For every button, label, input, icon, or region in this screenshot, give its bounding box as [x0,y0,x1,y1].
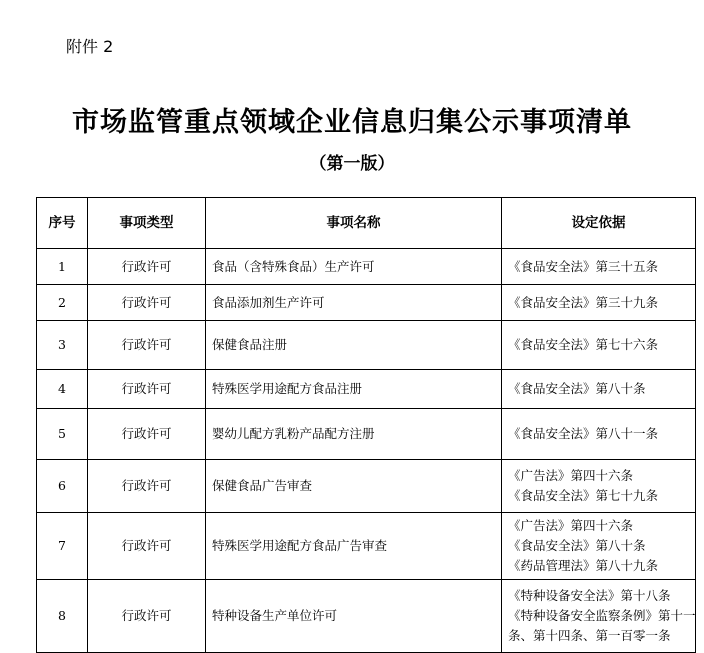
row-name: 特殊医学用途配方食品注册 [206,370,502,409]
row-no: 4 [37,370,88,409]
row-no: 1 [37,249,88,285]
row-basis [502,409,696,460]
basis-line: 《食品安全法》第八十条 [508,381,646,396]
basis-line: 《广告法》第四十六条 [508,468,634,483]
row-type: 行政许可 [88,321,206,370]
items-table [36,197,696,653]
basis-line: 条、第十四条、第一百零一条 [508,628,671,643]
row-no: 5 [37,409,88,460]
table-row [37,285,696,321]
row-no: 7 [37,513,88,580]
row-no: 8 [37,580,88,653]
row-name: 特种设备生产单位许可 [206,580,502,653]
basis-line: 《食品安全法》第七十六条 [508,337,659,352]
table-row [37,409,696,460]
row-basis [502,460,696,513]
row-no: 3 [37,321,88,370]
row-basis [502,285,696,321]
table-row [37,370,696,409]
basis-line: 《食品安全法》第三十五条 [508,258,659,274]
basis-line: 《特种设备安全法》第十八条 [508,588,671,603]
basis-line: 《广告法》第四十六条 [508,518,634,533]
row-type: 行政许可 [88,409,206,460]
table-header-row [37,198,696,249]
row-no: 6 [37,460,88,513]
table-row [37,249,696,285]
row-type: 行政许可 [88,460,206,513]
row-name: 食品添加剂生产许可 [206,285,502,321]
row-basis [502,580,696,653]
row-basis [502,513,696,580]
header-no: 序号 [37,198,88,249]
header-name: 事项名称 [206,198,502,249]
basis-line: 《食品安全法》第八十条 [508,538,646,553]
header-type: 事项类型 [88,198,206,249]
row-basis [502,370,696,409]
row-type: 行政许可 [88,580,206,653]
basis-line: 《特种设备安全监察条例》第十一 [508,608,696,623]
attachment-label: 附件 2 [66,37,114,56]
row-name: 保健食品注册 [206,321,502,370]
row-name: 特殊医学用途配方食品广告审查 [206,513,502,580]
row-type: 行政许可 [88,249,206,285]
basis-line: 《药品管理法》第八十九条 [508,558,659,573]
table-row [37,321,696,370]
row-type: 行政许可 [88,513,206,580]
table-row [37,580,696,653]
header-basis: 设定依据 [502,198,696,249]
row-name: 保健食品广告审查 [206,460,502,513]
table-row [37,513,696,580]
row-basis [502,321,696,370]
table-row [37,460,696,513]
basis-line: 《食品安全法》第八十一条 [508,426,659,441]
row-type: 行政许可 [88,370,206,409]
row-basis [502,249,696,285]
row-no: 2 [37,285,88,321]
basis-line: 《食品安全法》第七十九条 [508,488,659,503]
document-subtitle: （第一版） [309,154,395,174]
basis-line: 《食品安全法》第三十九条 [508,294,659,310]
row-name: 食品（含特殊食品）生产许可 [206,249,502,285]
row-type: 行政许可 [88,285,206,321]
row-name: 婴幼儿配方乳粉产品配方注册 [206,409,502,460]
document-title: 市场监管重点领域企业信息归集公示事项清单 [72,107,632,138]
